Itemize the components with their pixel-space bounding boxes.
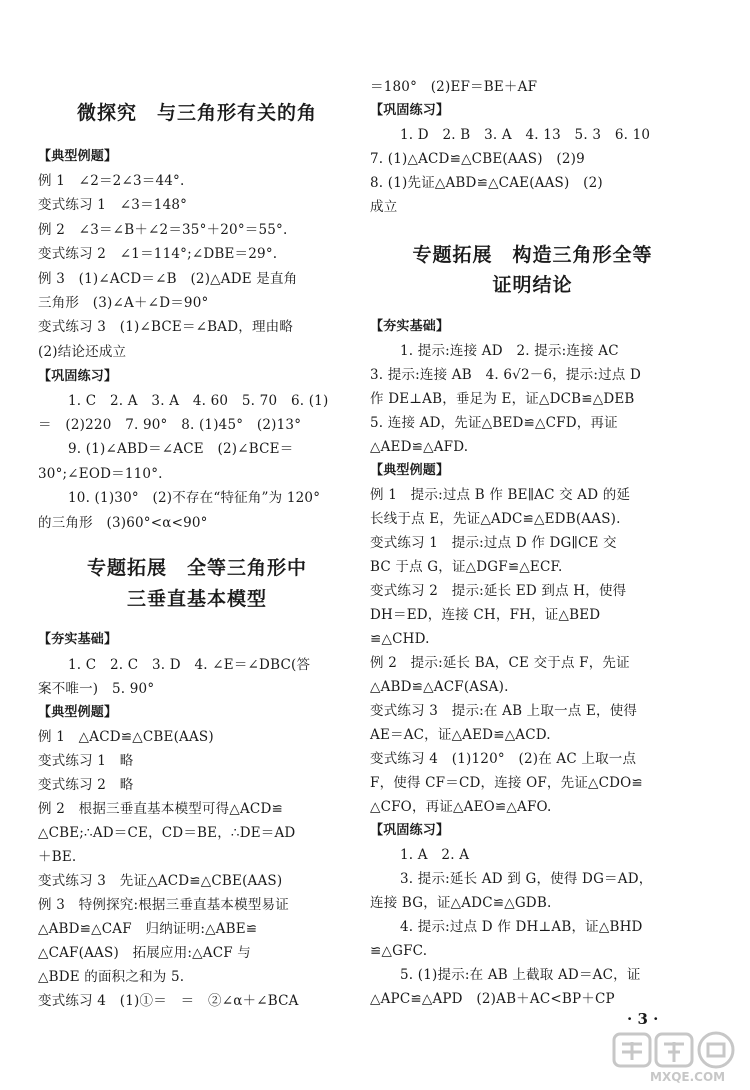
answer-line: 7. (1)△ACD≌△CBE(AAS) (2)9 — [370, 151, 585, 167]
answer-line: F，使得 CF＝CD，连接 OF，先证△CDO≌ — [370, 775, 643, 791]
answer-line: △ABD≌△ACF(ASA). — [370, 679, 509, 695]
answer-line: 1. C 2. C 3. D 4. ∠E＝∠DBC(答 — [68, 657, 311, 673]
heading-consolidation: 【巩固练习】 — [38, 369, 118, 384]
answer-line: 例 3 (1)∠ACD＝∠B (2)△ADE 是直角 — [38, 271, 298, 287]
answer-line: 1. A 2. A — [400, 847, 470, 863]
watermark-logo — [612, 1030, 742, 1086]
answer-line: 变式练习 3 提示:在 AB 上取一点 E，使得 — [370, 703, 638, 719]
answer-line: 作 DE⊥AB，垂足为 E，证△DCB≌△DEB — [370, 391, 635, 407]
answer-line: 的三角形 (3)60°<α<90° — [38, 515, 208, 531]
answer-line: 变式练习 1 略 — [38, 753, 134, 769]
answer-line: DH＝ED，连接 CH，FH，证△BED — [370, 607, 601, 623]
heading-typical-examples: 【典型例题】 — [38, 149, 118, 164]
answer-line: ＋BE. — [38, 849, 77, 865]
answer-line: 连接 BG，证△ADC≌△GDB. — [370, 895, 552, 911]
answer-line: 变式练习 1 提示:过点 D 作 DG∥CE 交 — [370, 535, 617, 551]
answer-line: 变式练习 4 (1)120° (2)在 AC 上取一点 — [370, 751, 637, 767]
answer-line: 5. (1)提示:在 AB 上截取 AD＝AC，证 — [400, 967, 641, 983]
page-number: · 3 · — [627, 1010, 659, 1028]
answer-line: 例 2 根据三垂直基本模型可得△ACD≌ — [38, 801, 283, 817]
answer-line: 长线于点 E，先证△ADC≌△EDB(AAS). — [370, 511, 621, 527]
answer-line: 30°;∠EOD＝110°. — [38, 466, 163, 482]
section-title-perpendicular-model-2: 三垂直基本模型 — [126, 588, 267, 610]
answer-line: 变式练习 2 ∠1＝114°;∠DBE＝29°. — [38, 246, 278, 262]
answer-line: 例 2 提示:延长 BA，CE 交于点 F，先证 — [370, 655, 630, 671]
answer-line: 4. 提示:过点 D 作 DH⊥AB，证△BHD — [400, 919, 643, 935]
answer-line: 成立 — [370, 199, 398, 215]
section-title-construct-congruence: 专题拓展 构造三角形全等 — [412, 244, 653, 266]
answer-line: 1. 提示:连接 AD 2. 提示:连接 AC — [400, 343, 619, 359]
answer-line: 1. C 2. A 3. A 4. 60 5. 70 6. (1) — [68, 393, 329, 409]
answer-line: 例 2 ∠3＝∠B＋∠2＝35°＋20°＝55°. — [38, 222, 288, 238]
heading-consolidation: 【巩固练习】 — [370, 103, 450, 118]
answer-line: ≌△GFC. — [370, 943, 428, 959]
watermark-logo-icon — [612, 1030, 742, 1070]
heading-foundation: 【夯实基础】 — [38, 632, 118, 647]
answer-line: 变式练习 2 略 — [38, 777, 134, 793]
answer-line: ≌△CHD. — [370, 631, 430, 647]
answer-line: △AED≌△AFD. — [370, 439, 469, 455]
answer-line: 变式练习 3 (1)∠BCE＝∠BAD，理由略 — [38, 319, 294, 335]
answer-line: 8. (1)先证△ABD≌△CAE(AAS) (2) — [370, 175, 603, 191]
answer-line: (2)结论还成立 — [38, 344, 127, 360]
answer-line: 3. 提示:延长 AD 到 G，使得 DG＝AD， — [400, 871, 653, 887]
answer-line: 例 1 ∠2＝2∠3＝44°. — [38, 173, 185, 189]
answer-line: △CFO，再证△AEO≌△AFO. — [370, 799, 552, 815]
answer-line: △CAF(AAS) 拓展应用:△ACF 与 — [38, 945, 251, 961]
answer-line: 变式练习 4 (1)①＝ ＝ ②∠α＋∠BCA — [38, 993, 299, 1009]
answer-line: 变式练习 1 ∠3＝148° — [38, 197, 188, 213]
answer-line: 10. (1)30° (2)不存在“特征角”为 120° — [68, 490, 321, 506]
section-title-angles: 微探究 与三角形有关的角 — [76, 102, 317, 124]
answer-line: 5. 连接 AD，先证△BED≌△CFD，再证 — [370, 415, 618, 431]
answer-line: △APC≌△APD (2)AB＋AC<BP＋CP — [370, 991, 615, 1007]
answer-line: BC 于点 G，证△DGF≌△ECF. — [370, 559, 563, 575]
answer-line: ＝180° (2)EF＝BE＋AF — [370, 79, 538, 95]
heading-foundation: 【夯实基础】 — [370, 319, 450, 334]
answer-line: ＝ (2)220 7. 90° 8. (1)45° (2)13° — [38, 417, 302, 433]
heading-typical-examples: 【典型例题】 — [370, 463, 450, 478]
section-title-perpendicular-model: 专题拓展 全等三角形中 — [86, 557, 307, 579]
section-title-construct-congruence-2: 证明结论 — [492, 274, 573, 296]
answer-line: 9. (1)∠ABD＝∠ACE (2)∠BCE＝ — [68, 441, 294, 457]
answer-line: 三角形 (3)∠A＋∠D＝90° — [38, 295, 209, 311]
answer-line: 变式练习 2 提示:延长 ED 到点 H，使得 — [370, 583, 627, 599]
answer-line: 变式练习 3 先证△ACD≌△CBE(AAS) — [38, 873, 283, 889]
answer-line: △BDE 的面积之和为 5. — [38, 969, 185, 985]
heading-consolidation: 【巩固练习】 — [370, 823, 450, 838]
heading-typical-examples: 【典型例题】 — [38, 705, 118, 720]
answer-line: 例 3 特例探究:根据三垂直基本模型易证 — [38, 897, 289, 913]
answer-line: 3. 提示:连接 AB 4. 6√2－6，提示:过点 D — [370, 367, 641, 383]
answer-line: 1. D 2. B 3. A 4. 13 5. 3 6. 10 — [400, 127, 651, 143]
answer-line: 例 1 △ACD≌△CBE(AAS) — [38, 729, 214, 745]
watermark-site: MXQE.COM — [650, 1070, 726, 1084]
answer-line: 例 1 提示:过点 B 作 BE∥AC 交 AD 的延 — [370, 487, 631, 503]
answer-line: AE＝AC，证△AED≌△ACD. — [370, 727, 551, 743]
answer-line: 案不唯一) 5. 90° — [38, 681, 155, 697]
answer-line: △ABD≌△CAF 归纳证明:△ABE≌ — [38, 921, 258, 937]
answer-line: △CBE;∴AD＝CE，CD＝BE，∴DE＝AD — [38, 825, 296, 841]
